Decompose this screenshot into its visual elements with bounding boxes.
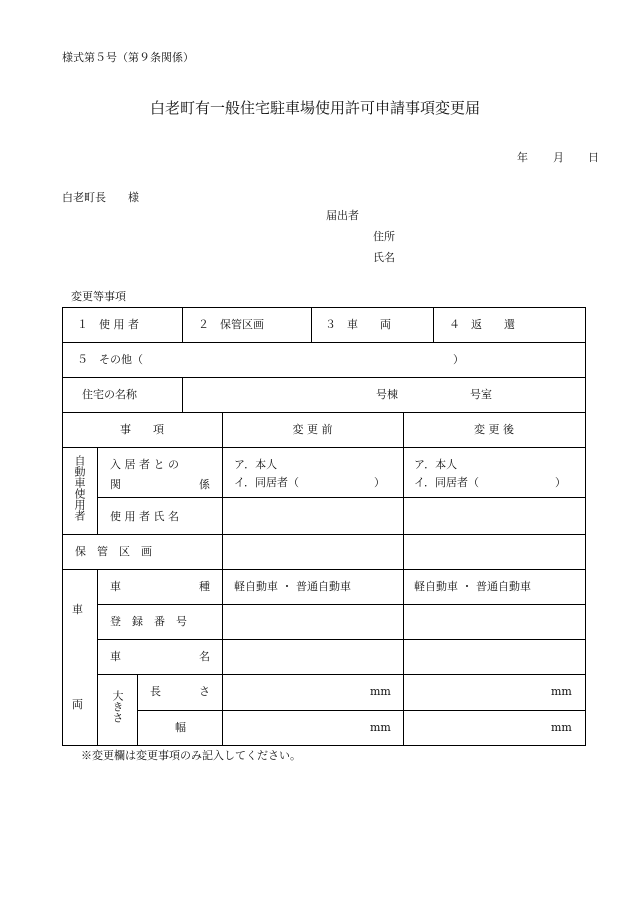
option-vehicle: ３ 車 両 [325,318,391,331]
rule-v [182,307,183,343]
applicant-label: 届出者 [326,209,359,222]
vehicle-type-left: 車 [110,580,121,593]
vehicle-type-label [110,580,210,594]
rule-h [97,497,586,498]
option-parking: ２ 保管区画 [198,318,264,331]
vehicle-type-after: 軽自動車 ・ 普通自動車 [414,580,531,593]
before-self: ア．本人 [234,458,278,471]
section-label: 変更等事項 [71,290,126,303]
rule-h [62,447,586,448]
rule-v [403,412,404,746]
vehicle-type-right: 種 [199,580,210,593]
rule-h [62,377,586,378]
before-cohabitant: イ．同居者（ [234,476,300,489]
date-day: 日 [588,151,599,164]
relation-label-line2 [110,478,210,492]
size-group-label: 大きさ [111,690,124,723]
registration-number-label: 登 録 番 号 [110,615,187,628]
table-border-right [585,307,586,746]
rule-h [97,639,586,640]
relation-label-line1: 入 居 者 と の [110,458,179,471]
date-year: 年 [517,151,528,164]
rule-h [62,534,586,535]
form-title: 白老町有一般住宅駐車場使用許可申請事項変更届 [149,99,480,117]
footnote: ※変更欄は変更事項のみ記入してください。 [81,749,301,762]
rule-h [97,604,586,605]
table-border-left [62,307,63,746]
length-label [150,685,210,699]
length-right: さ [199,685,210,698]
rule-v [433,307,434,343]
rule-v [137,674,138,746]
width-label: 幅 [175,721,186,734]
length-left: 長 [150,685,161,698]
after-cohabitant: イ．同居者（ [414,476,480,489]
room-unit: 号室 [470,388,492,401]
rule-v [182,377,183,413]
option-other-close: ） [453,353,464,366]
length-after-unit: mm [551,685,572,698]
vehicle-type-before: 軽自動車 ・ 普通自動車 [234,580,351,593]
header-before: 変 更 前 [292,423,333,436]
before-cohabitant-close: ） [374,476,385,489]
rule-h [62,569,586,570]
after-cohabitant-close: ） [555,476,566,489]
length-before-unit: mm [370,685,391,698]
rule-h [137,710,586,711]
vehicle-group-top: 車 [72,603,83,616]
rule-h [97,674,586,675]
address-label: 住所 [373,230,395,243]
option-user: １ 使 用 者 [77,318,139,331]
rule-v [97,569,98,746]
rule-v [97,447,98,535]
after-self: ア．本人 [414,458,458,471]
rule-v [311,307,312,343]
width-before-unit: mm [370,721,391,734]
date-month: 月 [553,151,564,164]
rule-h [62,412,586,413]
building-unit: 号棟 [376,388,398,401]
table-border-top [62,307,586,308]
header-after: 変 更 後 [474,423,514,436]
user-name-label: 使 用 者 氏 名 [110,510,179,523]
parking-label: 保 管 区 画 [75,545,152,558]
table-border-bottom [62,745,586,746]
header-item: 事 項 [120,423,164,436]
relation-label-left: 関 [110,478,121,491]
width-after-unit: mm [551,721,572,734]
vehicle-group-bottom: 両 [72,698,83,711]
car-user-group-label: 自動車使用者 [73,455,86,521]
addressee: 白老町長 様 [62,191,139,204]
option-return: ４ 返 還 [449,318,515,331]
form-number: 様式第５号（第９条関係） [62,51,194,64]
vehicle-name-right: 名 [199,650,210,663]
relation-label-right: 係 [199,478,210,491]
rule-h [62,342,586,343]
vehicle-name-label [110,650,210,664]
housing-label: 住宅の名称 [82,388,137,401]
rule-v [222,412,223,746]
option-other: ５ その他（ [77,353,143,366]
vehicle-name-left: 車 [110,650,121,663]
name-label: 氏名 [373,251,395,264]
